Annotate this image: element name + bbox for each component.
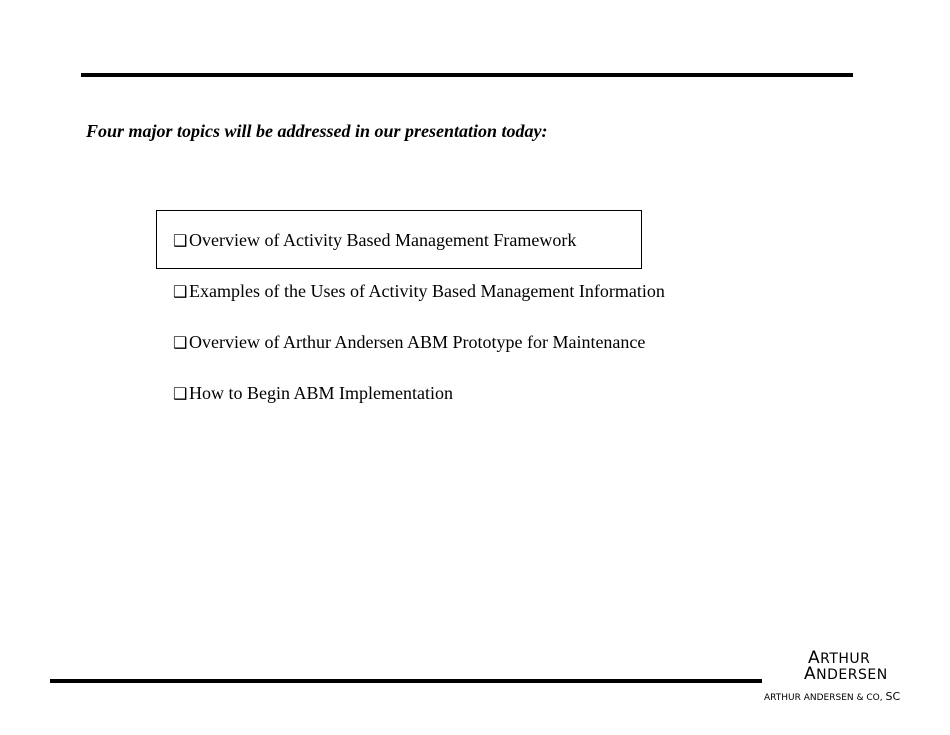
- topic-item: [173, 331, 645, 354]
- topic-label: Overview of Arthur Andersen ABM Prototype for Maintenance: [189, 332, 646, 352]
- logo-line-2: ANDERSEN: [804, 664, 888, 684]
- top-divider: [81, 73, 853, 77]
- checkbox-bullet-icon: ❑: [173, 231, 188, 250]
- slide-heading: Four major topics will be addressed in our presentation today:: [86, 121, 548, 141]
- topic-label: Examples of the Uses of Activity Based Management Information: [189, 281, 665, 301]
- topic-item: [173, 229, 576, 252]
- checkbox-bullet-icon: ❑: [173, 282, 188, 301]
- topic-label: Overview of Activity Based Management Framework: [189, 230, 577, 250]
- company-name: ARTHUR ANDERSEN & CO, SC: [764, 690, 901, 703]
- topic-item: [173, 280, 665, 303]
- logo-line-1: ARTHUR: [808, 648, 871, 668]
- bottom-divider: [50, 679, 762, 683]
- checkbox-bullet-icon: ❑: [173, 384, 188, 403]
- topic-item: [173, 382, 453, 405]
- topic-label: How to Begin ABM Implementation: [189, 383, 453, 403]
- checkbox-bullet-icon: ❑: [173, 333, 188, 352]
